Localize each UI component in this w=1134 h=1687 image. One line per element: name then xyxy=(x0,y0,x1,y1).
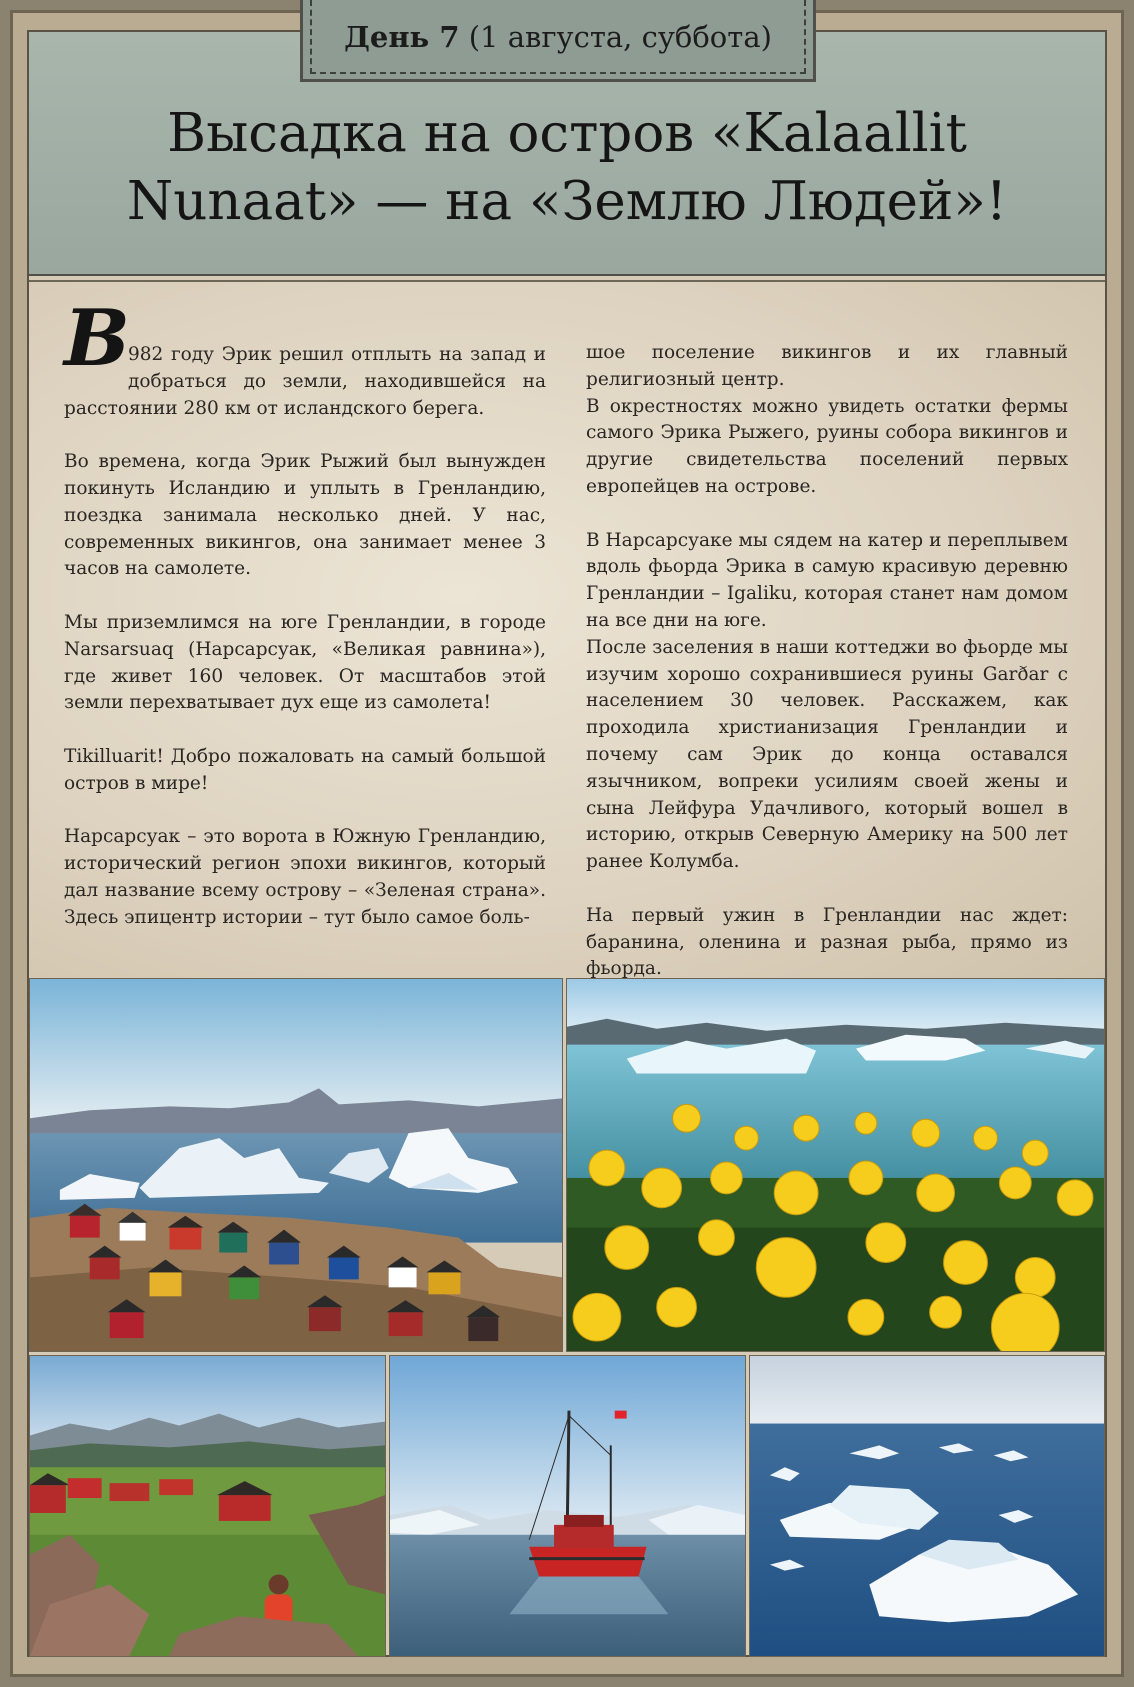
paragraph-text: 982 году Эрик решил отплыть на запад и добраться до земли, находившейся на расстоянии 280 км от исландского берега. xyxy=(64,344,546,419)
paragraph: В окрестностях можно увидеть остатки фермы самого Эрика Рыжего, руины собора викингов и другие свидетельства поселений первых европейцев на острове. xyxy=(586,395,1068,497)
day-label xyxy=(300,14,816,60)
paragraph: На первый ужин в Гренландии нас ждет: баранина, оленина и разная рыба, прямо из фьорда. xyxy=(586,904,1068,980)
drop-cap: В xyxy=(64,293,130,384)
paragraph xyxy=(64,293,546,422)
page-title: Высадка на остров «Kalaallit Nunaat» — на «Землю Людей»! xyxy=(126,103,1008,232)
photo-flowers-icebergs xyxy=(566,978,1105,1352)
day-number: День 7 xyxy=(344,20,460,54)
article-right-column xyxy=(586,340,1068,983)
day-date: (1 августа, суббота) xyxy=(468,20,772,54)
paragraph: После заселения в наши коттеджи во фьорде мы изучим хорошо сохранившиеся руины Garðar с населением 30 человек. Расскажем, как проходила христианизация Гренландии и почему сам Эрик до конца оставался язычником, вопреки усилиям своей жены и сына Лейфура Удачливого, который вошел в историю, открыв Северную Америку на 500 лет ранее Колумба. xyxy=(586,636,1068,873)
paragraph: шое поселение викингов и их главный религиозный центр. xyxy=(586,342,1068,390)
paragraph: Во времена, когда Эрик Рыжий был вынужден покинуть Исландию и уплыть в Гренландию, поездка занимала несколько дней. У нас, современных викингов, она занимает менее 3 часов на самолете. xyxy=(64,451,546,580)
photo-red-boat xyxy=(389,1355,746,1657)
paragraph: Нарсарсуак – это ворота в Южную Гренландию, исторический регион эпохи викингов, который дал название всему острову – «Зеленая страна». Здесь эпицентр истории – тут было самое боль- xyxy=(64,826,546,928)
paragraph: Tikilluarit! Добро пожаловать на самый большой остров в мире! xyxy=(64,745,546,794)
paragraph: В Нарсарсуаке мы сядем на катер и переплывем вдоль фьорда Эрика в самую красивую деревню Гренландии – Igaliku, которая станет нам домом на все дни на юге. xyxy=(586,529,1068,631)
photo-aerial-icebergs xyxy=(749,1355,1105,1657)
photo-icebergs-village xyxy=(29,978,563,1352)
article-left-column xyxy=(64,293,546,932)
photo-red-houses-meadow xyxy=(29,1355,386,1657)
paragraph: Мы приземлимся на юге Гренландии, в городе Narsarsuaq (Нарсарсуак, «Великая равнина»), где живет 160 человек. От масштабов этой земли перехватывает дух еще из самолета! xyxy=(64,611,546,714)
